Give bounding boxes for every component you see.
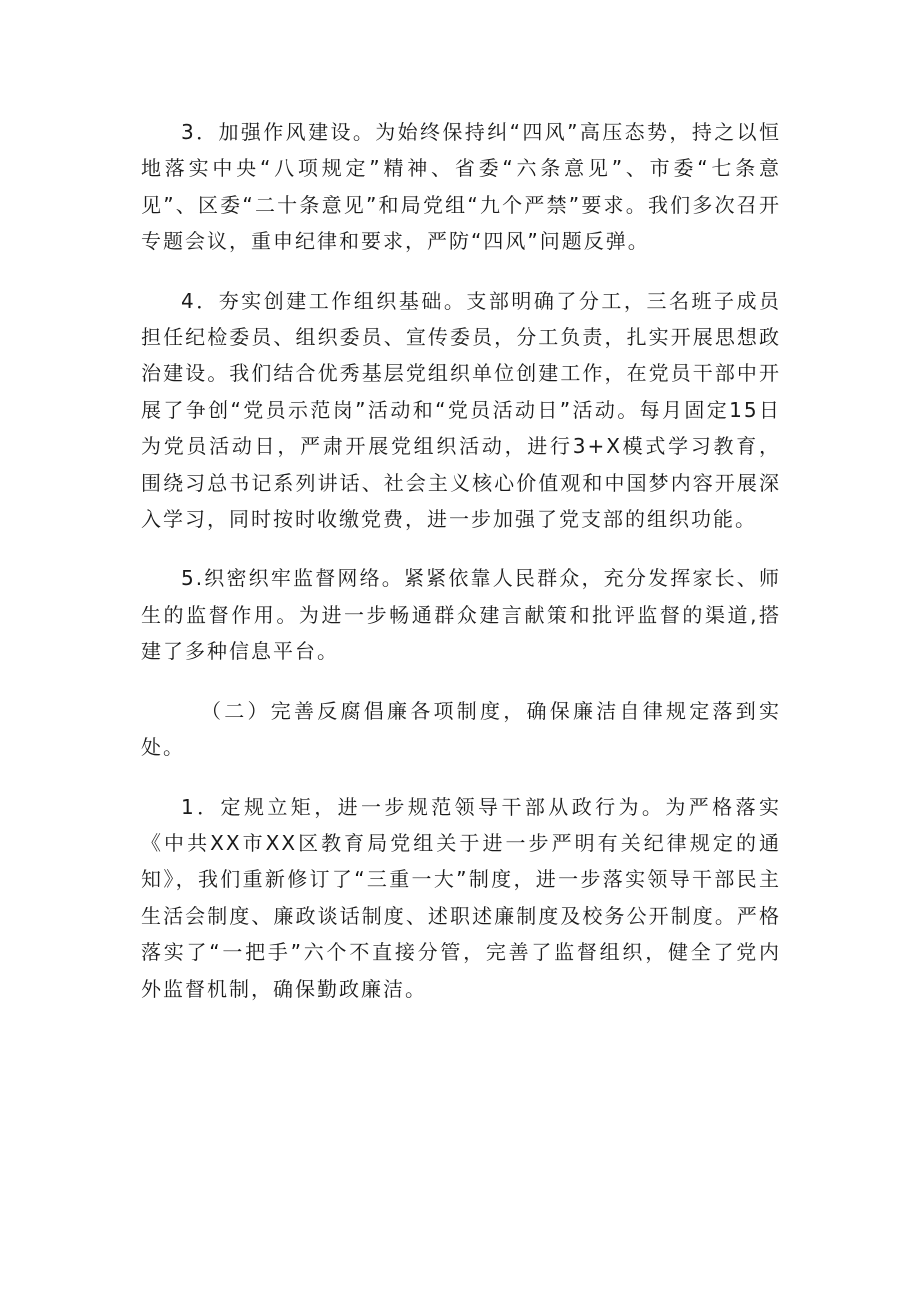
paragraph-rules-regulation: 1．定规立矩，进一步规范领导干部从政行为。为严格落实《中共XX市XX区教育局党组关于进一步严明有关纪律规定的通知》，我们重新修订了“三重一大”制度，进一步落实领导干部民主生活会制度、廉政谈话制度、述职述廉制度及校务公开制度。严格落实了“一把手”六个不直接分管，完善了监督组织，健全了党内外监督机制，确保勤政廉洁。 xyxy=(141,794,781,1001)
paragraph-organization-foundation: 4．夯实创建工作组织基础。支部明确了分工，三名班子成员担任纪检委员、组织委员、宣传委员，分工负责，扎实开展思想政治建设。我们结合优秀基层党组织单位创建工作，在党员干部中开展了争创“党员示范岗”活动和“党员活动日”活动。每月固定15日为党员活动日，严肃开展党组织活动，进行3+X模式学习教育，围绕习总书记系列讲话、社会主义核心价值观和中国梦内容开展深入学习，同时按时收缴党费，进一步加强了党支部的组织功能。 xyxy=(141,288,781,532)
paragraph-style-building: 3．加强作风建设。为始终保持纠“四风”高压态势，持之以恒地落实中央“八项规定”精神、省委“六条意见”、市委“七条意见”、区委“二十条意见”和局党组“九个严禁”要求。我们多次召开专题会议，重申纪律和要求，严防“四风”问题反弹。 xyxy=(141,120,781,254)
paragraph-supervision-network: 5.织密织牢监督网络。紧紧依靠人民群众，充分发挥家长、师生的监督作用。为进一步畅通群众建言献策和批评监督的渠道,搭建了多种信息平台。 xyxy=(141,566,781,664)
section-heading-anti-corruption-system: （二）完善反腐倡廉各项制度，确保廉洁自律规定落到实处。 xyxy=(141,698,781,760)
document-body xyxy=(141,114,781,1030)
